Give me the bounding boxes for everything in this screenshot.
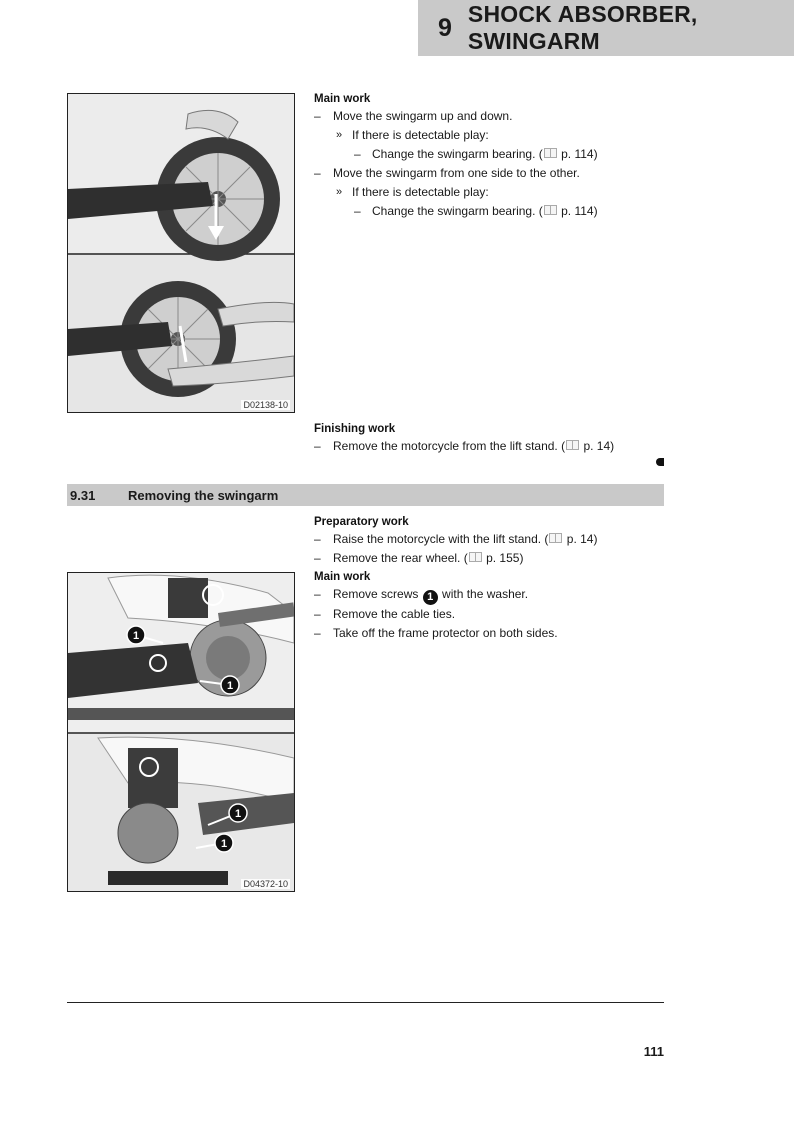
list-dash: – xyxy=(314,532,321,546)
list-dash: – xyxy=(314,439,321,453)
page-reference[interactable]: p. 114) xyxy=(561,204,598,218)
condition-text: If there is detectable play: xyxy=(352,185,489,199)
step-text: Remove the motorcycle from the lift stand. ( xyxy=(333,439,566,453)
action-item xyxy=(314,202,664,221)
callout-label: 1 xyxy=(220,838,228,850)
main-work-heading: Main work xyxy=(314,93,371,105)
list-item xyxy=(314,624,664,643)
chapter-title: SHOCK ABSORBER, SWINGARM xyxy=(467,1,698,54)
list-item xyxy=(314,605,664,624)
preparatory-work xyxy=(314,514,664,568)
list-item xyxy=(314,164,664,183)
list-item xyxy=(314,530,664,549)
book-reference-icon xyxy=(469,552,482,562)
swingarm-removal-illustration xyxy=(68,573,294,891)
list-dash: – xyxy=(314,109,321,123)
list-item xyxy=(314,585,664,605)
callout-label: 1 xyxy=(132,630,140,642)
step-text: Move the swingarm from one side to the other. xyxy=(333,166,580,180)
photo-reference: D04372-10 xyxy=(243,879,288,889)
book-reference-icon xyxy=(549,533,562,543)
callout-label: 1 xyxy=(226,680,234,692)
list-dash: – xyxy=(354,147,361,161)
finishing-work-heading: Finishing work xyxy=(314,423,396,435)
chapter-number: 9 xyxy=(438,13,452,42)
section-heading xyxy=(67,484,664,506)
step-text: Remove the cable ties. xyxy=(333,607,456,621)
list-dash: – xyxy=(314,166,321,180)
page-reference[interactable]: p. 114) xyxy=(561,147,598,161)
list-item xyxy=(314,549,664,568)
step-text: Remove screws xyxy=(333,587,419,601)
callout-label: 1 xyxy=(234,808,242,820)
list-dash: – xyxy=(314,587,321,601)
finishing-work xyxy=(314,421,664,456)
swingarm-check-illustration xyxy=(68,94,294,412)
book-reference-icon xyxy=(566,440,579,450)
action-item xyxy=(314,145,664,164)
list-dash: – xyxy=(354,204,361,218)
swingarm-check-photo xyxy=(67,93,295,413)
main-work-heading: Main work xyxy=(314,571,371,583)
list-item xyxy=(314,437,664,456)
footer-divider xyxy=(67,1002,664,1003)
section-number: 9.31 xyxy=(70,487,96,503)
list-item xyxy=(314,107,664,126)
book-reference-icon xyxy=(544,205,557,215)
step-text: Move the swingarm up and down. xyxy=(333,109,513,123)
section-title: Removing the swingarm xyxy=(128,487,279,503)
swingarm-removal-photo xyxy=(67,572,295,892)
photo-reference: D02138-10 xyxy=(243,400,288,410)
step-text: with the washer. xyxy=(442,587,529,601)
end-of-section-icon xyxy=(656,458,664,466)
list-dash: – xyxy=(314,626,321,640)
list-dash: – xyxy=(314,607,321,621)
page-reference[interactable]: p. 14) xyxy=(583,439,615,453)
swingarm-check-main-work xyxy=(314,91,664,221)
condition-item xyxy=(314,183,664,202)
condition-marker: » xyxy=(336,129,343,141)
page-reference[interactable]: p. 155) xyxy=(486,551,524,565)
action-text: Change the swingarm bearing. ( xyxy=(372,204,543,218)
callout-number: 1 xyxy=(423,590,438,605)
swingarm-removal-main-work xyxy=(314,569,664,643)
list-dash: – xyxy=(314,551,321,565)
page-reference[interactable]: p. 14) xyxy=(566,532,598,546)
action-text: Change the swingarm bearing. ( xyxy=(372,147,543,161)
step-text: Raise the motorcycle with the lift stand. ( xyxy=(333,532,549,546)
preparatory-work-heading: Preparatory work xyxy=(314,516,409,528)
step-text: Take off the frame protector on both sides. xyxy=(333,626,558,640)
condition-text: If there is detectable play: xyxy=(352,128,489,142)
book-reference-icon xyxy=(544,148,557,158)
chapter-banner xyxy=(418,0,794,56)
condition-marker: » xyxy=(336,186,343,198)
step-text: Remove the rear wheel. ( xyxy=(333,551,468,565)
condition-item xyxy=(314,126,664,145)
page-number: 111 xyxy=(643,1044,664,1059)
